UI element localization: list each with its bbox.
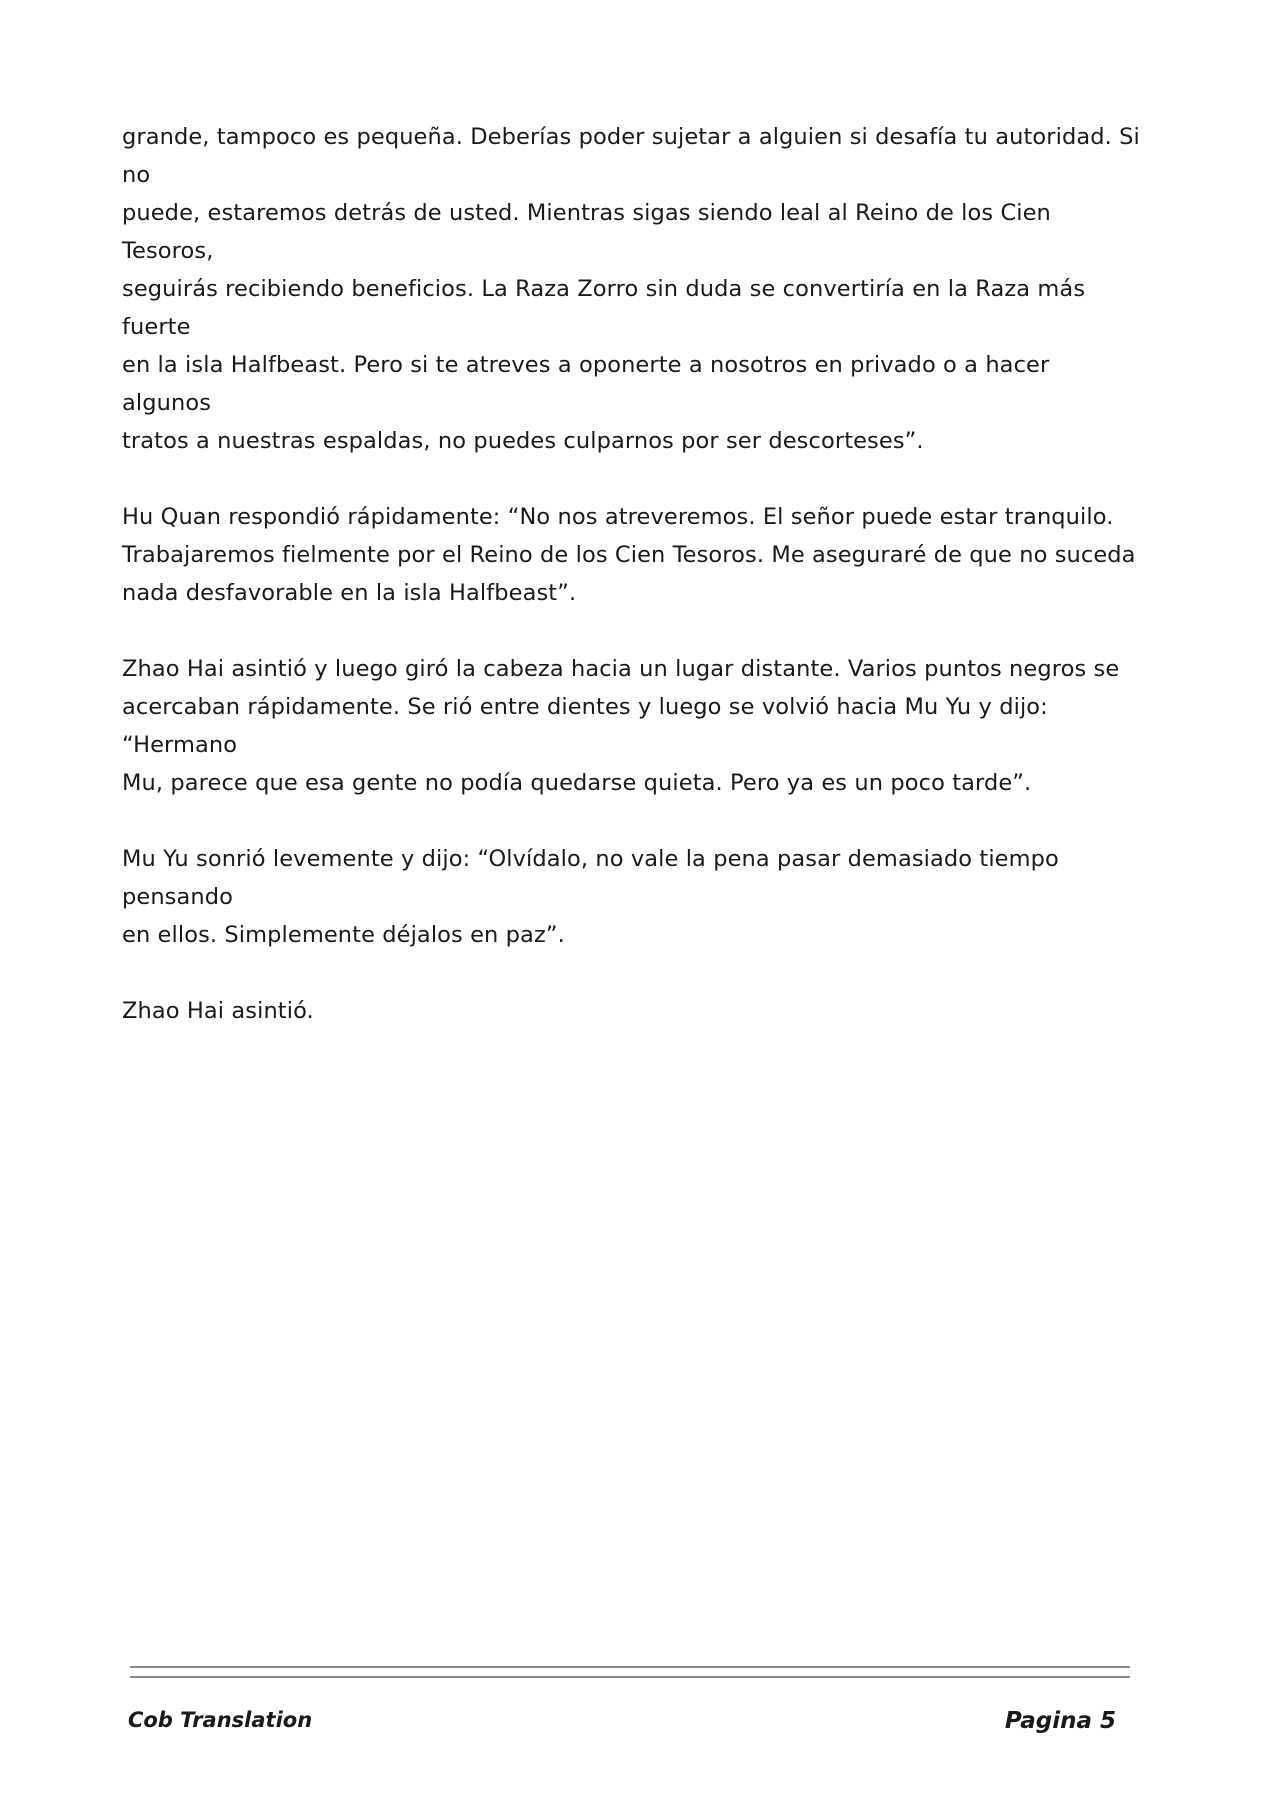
paragraph-5: Zhao Hai asintió. (122, 998, 314, 1024)
paragraph-4: Mu Yu sonrió levemente y dijo: “Olvídalo, no vale la pena pasar demasiado tiempo pensando en ellos. Simplemente déjalos en paz”. (122, 846, 1059, 948)
body-text (122, 118, 1142, 1068)
footer-page-number: Pagina 5 (1004, 1708, 1116, 1734)
paragraph-3: Zhao Hai asintió y luego giró la cabeza hacia un lugar distante. Varios puntos negros se acercaban rápidamente. Se rió entre dientes y luego se volvió hacia Mu Yu y dijo: “Hermano Mu, parece que esa gente no podía quedarse quieta. Pero ya es un poco tarde”. (122, 656, 1120, 796)
footer-divider-bottom (130, 1676, 1130, 1678)
footer-translator-credit: Cob Translation (128, 1708, 313, 1732)
footer-divider-top (130, 1666, 1130, 1668)
paragraph-2: Hu Quan respondió rápidamente: “No nos atreveremos. El señor puede estar tranquilo. Trabajaremos fielmente por el Reino de los Cien Tesoros. Me aseguraré de que no suceda nada desfavorable en la isla Halfbeast”. (122, 504, 1136, 606)
paragraph-1: grande, tampoco es pequeña. Deberías poder sujetar a alguien si desafía tu autoridad. Si no puede, estaremos detrás de usted. Mientras sigas siendo leal al Reino de los Cien Tesoros, seguirás recibiendo beneficios. La Raza Zorro sin duda se convertiría en la Raza más fuerte en la isla Halfbeast. Pero si te atreves a oponerte a nosotros en privado o a hacer algunos tratos a nuestras espaldas, no puedes culparnos por ser descorteses”. (122, 124, 1140, 454)
